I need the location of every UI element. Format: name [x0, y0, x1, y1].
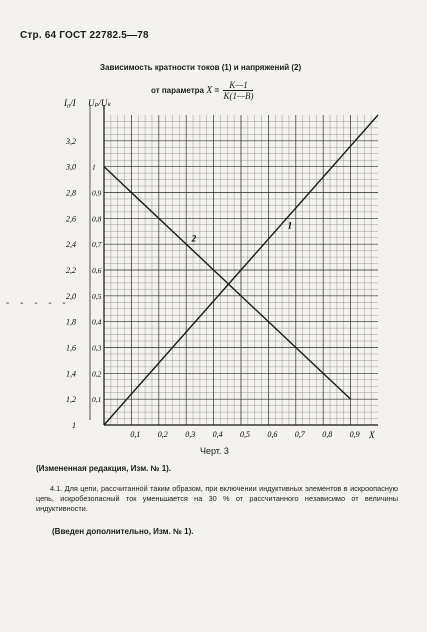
y-tick-label-left: 1,2	[66, 395, 76, 405]
note-added: (Введен дополнительно, Изм. № 1).	[52, 527, 194, 536]
y-tick-label-left: 2,4	[66, 240, 76, 250]
x-tick-label: 0,9	[349, 430, 360, 439]
figure-caption: Черт. 3	[200, 446, 229, 456]
margin-dashes: - - - - -	[6, 298, 70, 309]
y-tick-label-left: 2,0	[66, 291, 76, 301]
y-axis-label-right: Uₚ/Uₖ	[88, 98, 112, 108]
y-tick-label-right: 0,5	[92, 291, 102, 301]
y-tick-label-right: 0,2	[92, 369, 102, 379]
y-tick-label-right: 0,7	[92, 240, 102, 250]
y-tick-label-left: 2,8	[66, 188, 76, 198]
x-tick-label: 0,4	[212, 430, 223, 439]
y-tick-label-left: 1,6	[66, 343, 76, 353]
y-tick-label-right: 0,9	[92, 188, 102, 198]
chart-title-prefix: от параметра	[151, 86, 204, 96]
y-tick-label-left: 2,2	[66, 266, 76, 275]
x-tick-label: 0,6	[267, 430, 278, 439]
y-tick-label-left: 1,4	[66, 369, 76, 379]
y-tick-label-left: 3,0	[66, 162, 76, 172]
y-tick-label-left: 1	[72, 421, 76, 430]
x-tick-label: 0,7	[294, 430, 305, 439]
chart-title-equals: =	[214, 86, 220, 96]
chart-title-line1: Зависимость кратности токов (1) и напряжений (2)	[100, 63, 302, 72]
page-header: Стр. 64 ГОСТ 22782.5—78	[20, 30, 149, 41]
x-tick-label: 0,8	[322, 430, 333, 439]
y-tick-label-right: 0,8	[92, 214, 102, 224]
series-label-2: 2	[191, 233, 197, 244]
series-label-1: 1	[287, 220, 293, 231]
y-tick-label-right: 0,3	[92, 343, 102, 353]
x-tick-label: 0,5	[240, 430, 250, 439]
formula-denominator: K(1—B)	[223, 91, 254, 101]
x-tick-label: 0,3	[185, 430, 196, 439]
formula-numerator: K—1	[223, 80, 253, 91]
y-tick-label-right: 0,1	[92, 395, 102, 405]
note-changed: (Измененная редакция, Изм. № 1).	[36, 464, 172, 473]
y-tick-label-right: 0,6	[92, 266, 102, 275]
paragraph-4-1: 4.1. Для цепи, рассчитанной таким образом, при включении индуктивных элементов в искроопасную цепь, искробезопасный ток уменьшается на 30 % от рассчитанного независимо от величины индуктивности.	[36, 484, 398, 513]
y-tick-label-right: 1	[92, 162, 96, 172]
x-tick-label: 0,1	[130, 430, 141, 439]
y-axis-label-left: I₀/I	[64, 98, 76, 108]
y-tick-label-left: 1,8	[66, 317, 76, 327]
y-tick-label-left: 2,6	[66, 214, 76, 224]
y-tick-label-right: 0,4	[92, 317, 102, 327]
chart-title-variable: X	[206, 85, 213, 97]
y-tick-label-left: 3,2	[66, 136, 76, 146]
x-axis-label: X	[369, 430, 375, 440]
x-tick-label: 0,2	[157, 430, 168, 439]
